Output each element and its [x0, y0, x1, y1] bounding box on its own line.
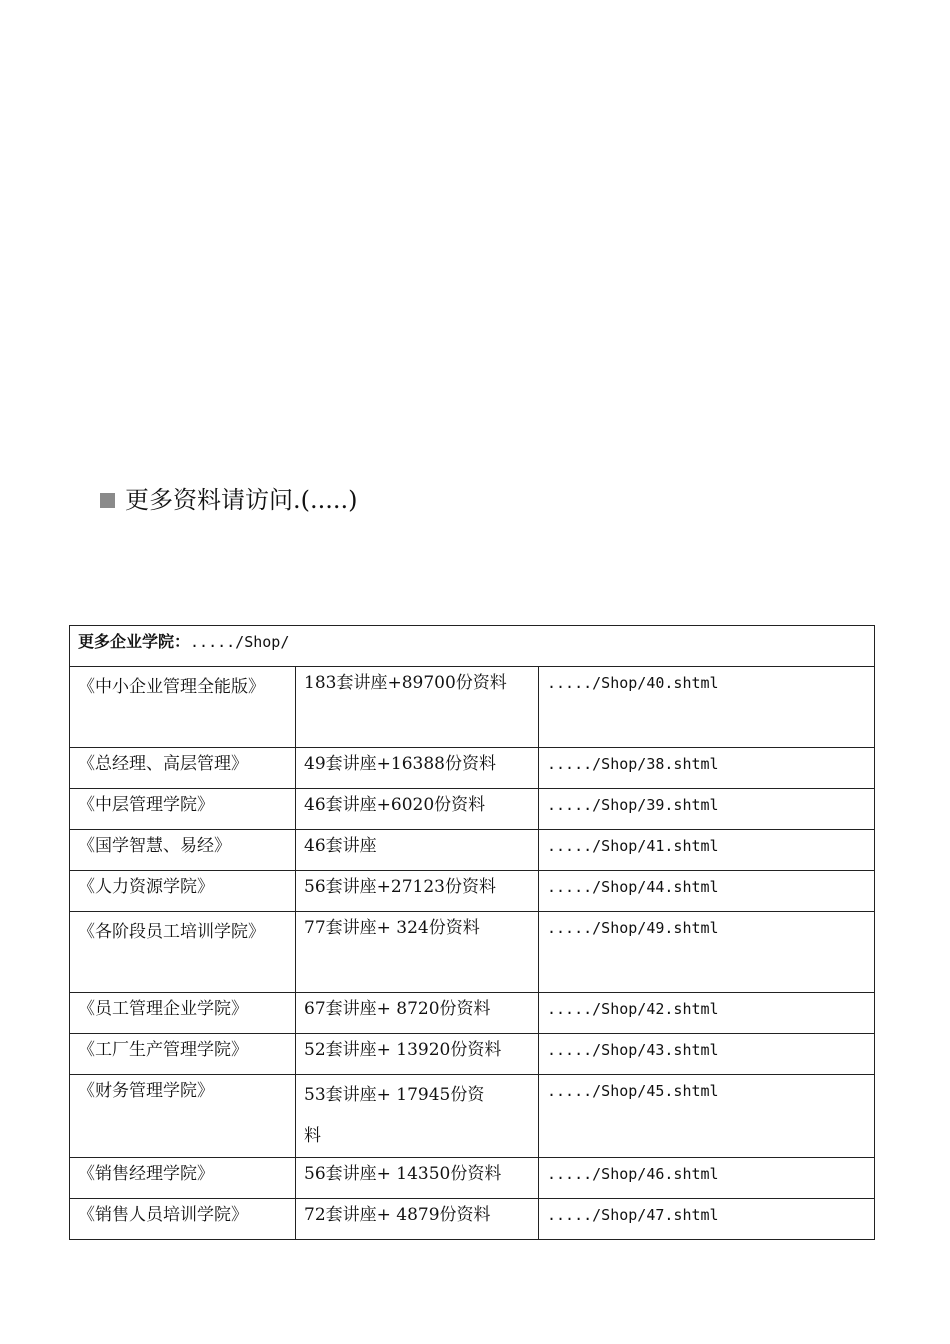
table-row	[70, 912, 875, 993]
row-url[interactable]: ...../Shop/47.shtml	[539, 1199, 875, 1240]
row-desc: 56套讲座+27123份资料	[296, 871, 539, 912]
row-name: 《员工管理企业学院》	[70, 993, 296, 1034]
row-name: 《财务管理学院》	[70, 1075, 296, 1158]
table-row	[70, 830, 875, 871]
row-desc: 67套讲座+ 8720份资料	[296, 993, 539, 1034]
row-url[interactable]: ...../Shop/46.shtml	[539, 1158, 875, 1199]
table-row	[70, 1158, 875, 1199]
row-url[interactable]: ...../Shop/41.shtml	[539, 830, 875, 871]
visit-more-text: 更多资料请访问.(.....)	[125, 486, 358, 514]
row-desc: 52套讲座+ 13920份资料	[296, 1034, 539, 1075]
table-row	[70, 1199, 875, 1240]
row-desc: 53套讲座+ 17945份资料	[296, 1075, 539, 1158]
row-desc: 46套讲座+6020份资料	[296, 789, 539, 830]
row-name: 《销售经理学院》	[70, 1158, 296, 1199]
row-desc: 46套讲座	[296, 830, 539, 871]
row-desc: 56套讲座+ 14350份资料	[296, 1158, 539, 1199]
row-url[interactable]: ...../Shop/49.shtml	[539, 912, 875, 993]
table-row	[70, 993, 875, 1034]
table-row	[70, 871, 875, 912]
row-name: 《总经理、高层管理》	[70, 748, 296, 789]
row-url[interactable]: ...../Shop/45.shtml	[539, 1075, 875, 1158]
table-row	[70, 1034, 875, 1075]
row-desc: 183套讲座+89700份资料	[296, 667, 539, 748]
row-name: 《中层管理学院》	[70, 789, 296, 830]
row-url[interactable]: ...../Shop/39.shtml	[539, 789, 875, 830]
table-header-row	[70, 626, 875, 667]
row-name: 《工厂生产管理学院》	[70, 1034, 296, 1075]
row-url[interactable]: ...../Shop/42.shtml	[539, 993, 875, 1034]
row-url[interactable]: ...../Shop/43.shtml	[539, 1034, 875, 1075]
table-row	[70, 789, 875, 830]
row-name: 《各阶段员工培训学院》	[70, 912, 296, 993]
header-title: 更多企业学院：	[78, 632, 191, 651]
square-bullet-icon	[100, 493, 115, 508]
table-header-cell	[70, 626, 875, 667]
row-desc: 72套讲座+ 4879份资料	[296, 1199, 539, 1240]
academy-table	[69, 625, 875, 1240]
row-name: 《人力资源学院》	[70, 871, 296, 912]
bullet-line	[100, 484, 358, 516]
table-row	[70, 748, 875, 789]
header-link[interactable]: ...../Shop/	[190, 633, 290, 651]
row-url[interactable]: ...../Shop/44.shtml	[539, 871, 875, 912]
row-desc: 77套讲座+ 324份资料	[296, 912, 539, 993]
table-row	[70, 667, 875, 748]
row-name: 《销售人员培训学院》	[70, 1199, 296, 1240]
row-url[interactable]: ...../Shop/40.shtml	[539, 667, 875, 748]
row-desc: 49套讲座+16388份资料	[296, 748, 539, 789]
row-name: 《国学智慧、易经》	[70, 830, 296, 871]
row-url[interactable]: ...../Shop/38.shtml	[539, 748, 875, 789]
row-name: 《中小企业管理全能版》	[70, 667, 296, 748]
table-row	[70, 1075, 875, 1158]
